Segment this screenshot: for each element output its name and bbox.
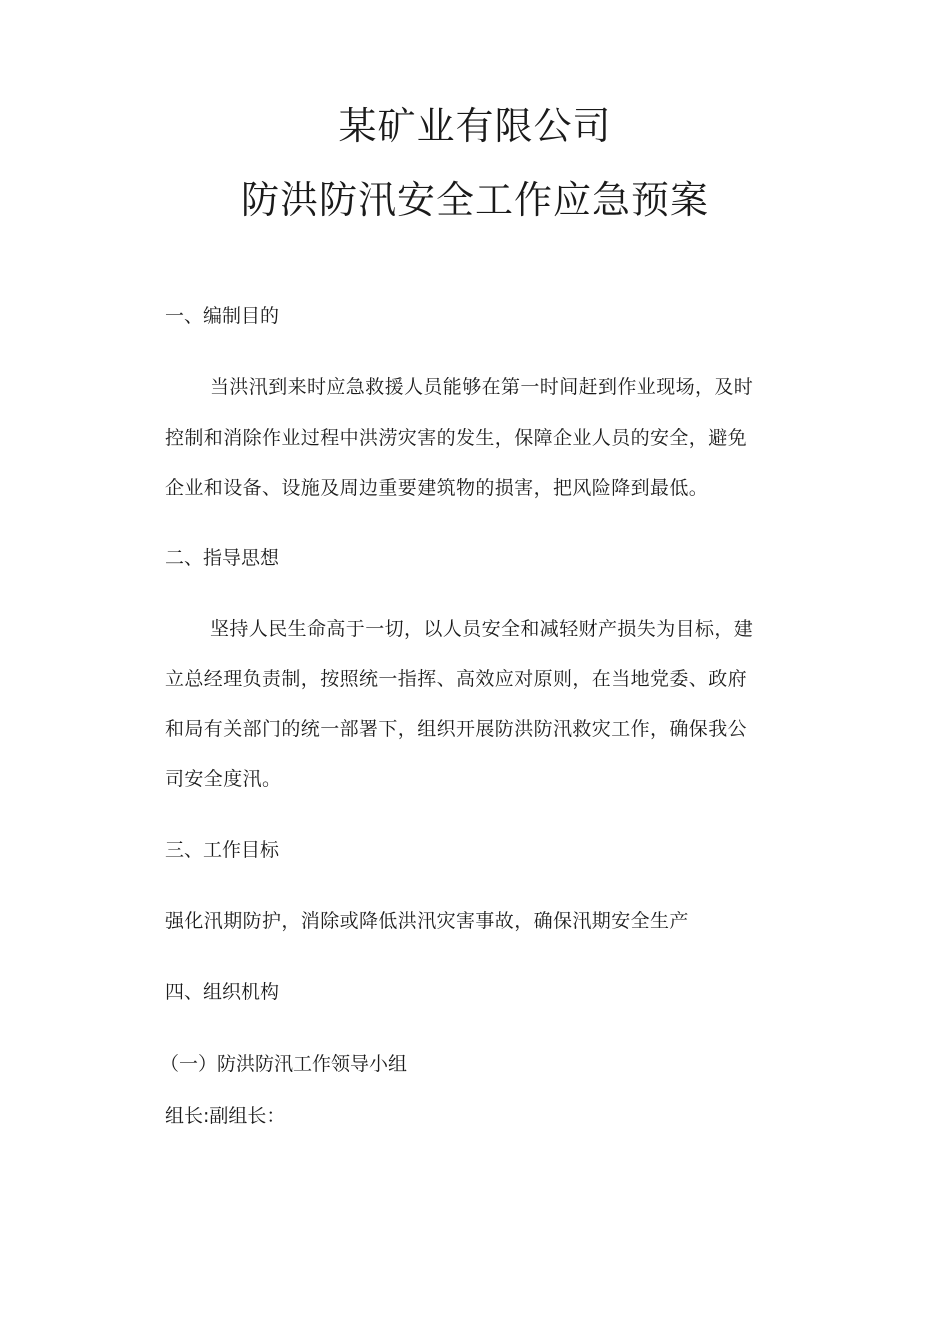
section-heading-organization: 四、组织机构 bbox=[165, 981, 280, 1003]
section-heading-work-goals: 三、工作目标 bbox=[165, 839, 280, 861]
leaders-line: 组长:副组长： bbox=[165, 1105, 286, 1127]
paragraph-line: 当洪汛到来时应急救援人员能够在第一时间赶到作业现场，及时 bbox=[210, 376, 754, 398]
section-heading-purpose: 一、编制目的 bbox=[165, 305, 280, 327]
paragraph-line: 立总经理负责制，按照统一指挥、高效应对原则，在当地党委、政府 bbox=[165, 668, 748, 690]
paragraph-line: 强化汛期防护，消除或降低洪汛灾害事故，确保汛期安全生产 bbox=[165, 910, 689, 932]
paragraph-line: 企业和设备、设施及周边重要建筑物的损害，把风险降到最低。 bbox=[165, 477, 709, 499]
paragraph-line: 控制和消除作业过程中洪涝灾害的发生，保障企业人员的安全，避免 bbox=[165, 427, 748, 449]
paragraph-line: 和局有关部门的统一部署下，组织开展防洪防汛救灾工作，确保我公 bbox=[165, 718, 748, 740]
paragraph-line: 坚持人民生命高于一切，以人员安全和减轻财产损失为目标，建 bbox=[210, 618, 754, 640]
document-title-plan: 防洪防汛安全工作应急预案 bbox=[240, 178, 709, 222]
section-heading-guiding-ideology: 二、指导思想 bbox=[165, 547, 280, 569]
paragraph-line: 司安全度汛。 bbox=[165, 768, 282, 790]
document-title-company: 某矿业有限公司 bbox=[338, 104, 612, 148]
subsection-heading-leading-group: （一）防洪防汛工作领导小组 bbox=[160, 1053, 408, 1075]
